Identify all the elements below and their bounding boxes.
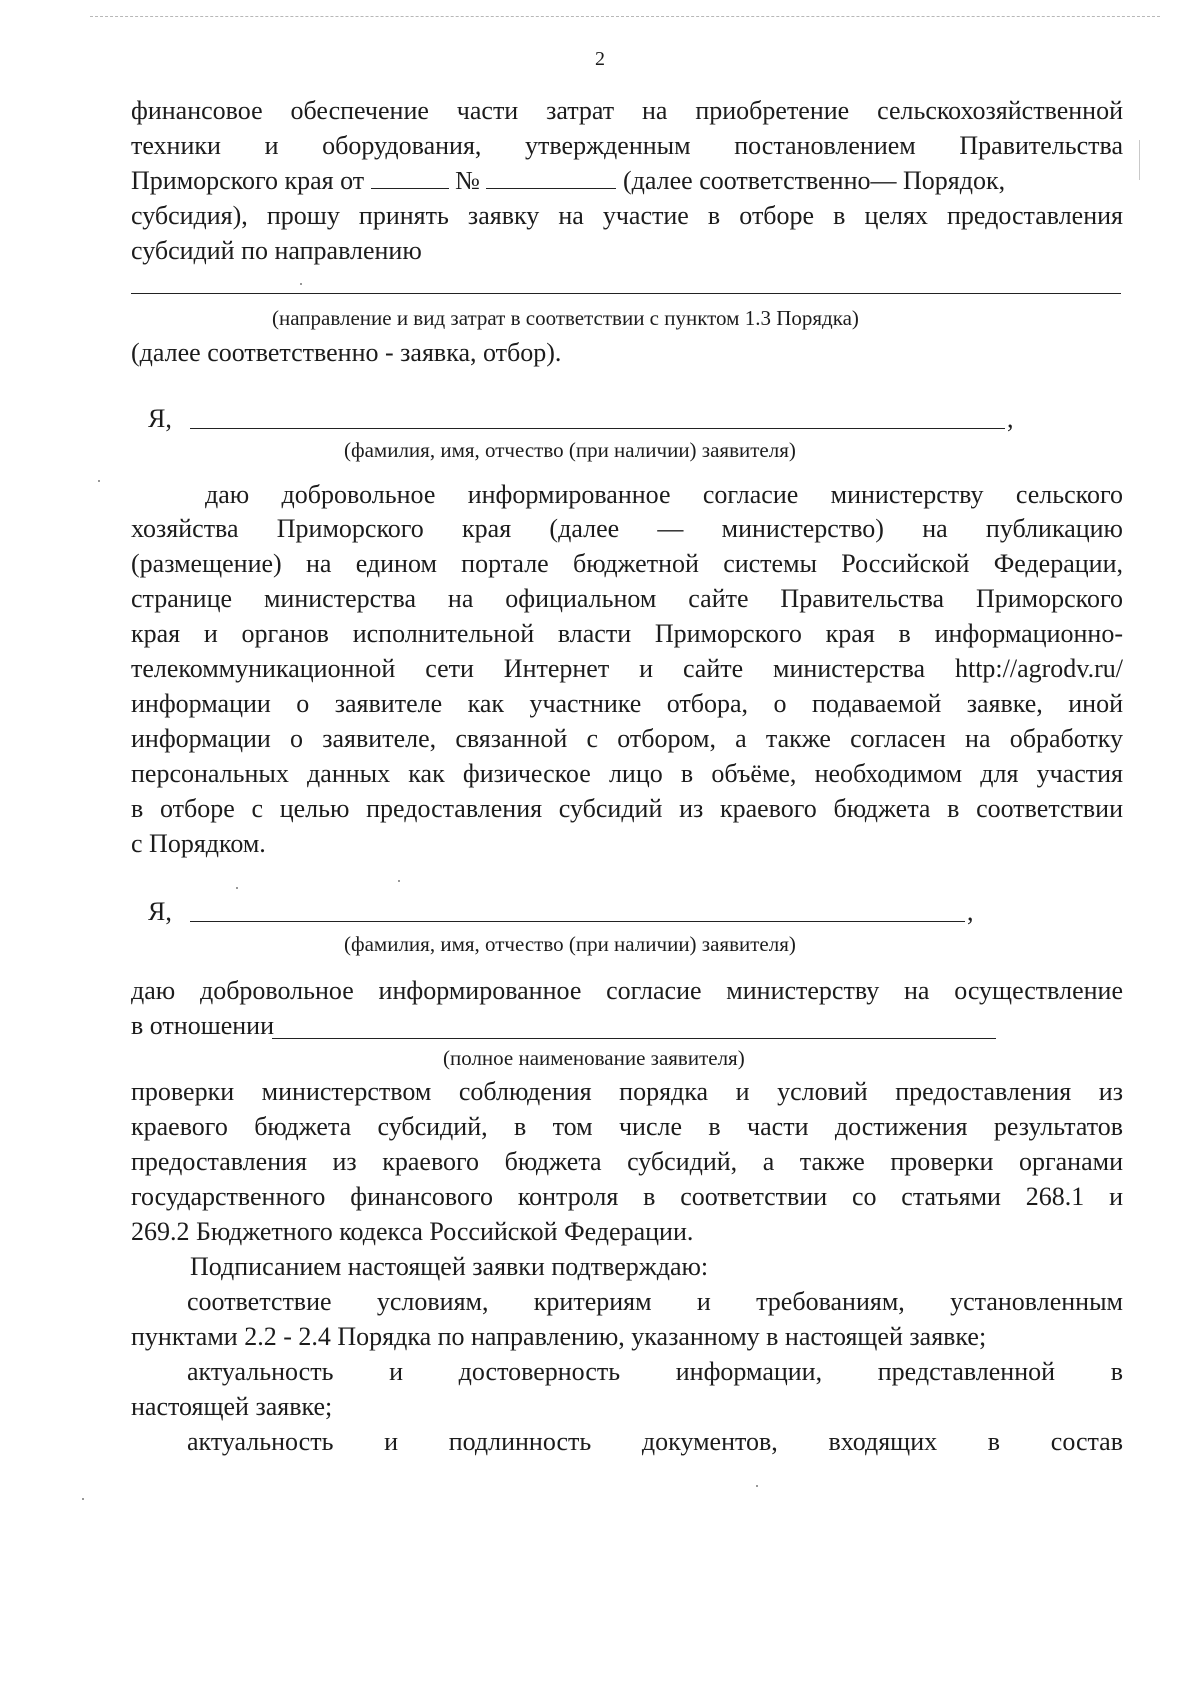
consent-line: (размещение) на едином портале бюджетной системы Российской Федерации, (131, 549, 1123, 578)
scan-speck (98, 480, 100, 482)
scan-speck (82, 1498, 84, 1500)
intro-line-prefix: Приморского края от (131, 166, 365, 195)
confirm-line: настоящей заявке; (131, 1392, 333, 1421)
confirm-line: актуальность и подлинность документов, входящих в состав (187, 1427, 1123, 1456)
confirm-line: пунктами 2.2 - 2.4 Порядка по направлению, указанному в настоящей заявке; (131, 1322, 987, 1351)
applicant-name-blank (190, 921, 965, 922)
consent-line: странице министерства на официальном сайте Правительства Приморского (131, 584, 1123, 613)
applicant-name-blank (190, 428, 1005, 429)
applicant-comma: , (967, 897, 974, 926)
consent-line: хозяйства Приморского края (далее — министерство) на публикацию (131, 514, 1123, 543)
consent-line: в отборе с целью предоставления субсидий из краевого бюджета в соответствии (131, 794, 1123, 823)
consent-line: информации о заявителе, связанной с отбором, а также согласен на обработку (131, 724, 1123, 753)
consent-line: персональных данных как физическое лицо в объёме, необходимом для участия (131, 759, 1123, 788)
confirm-line: соответствие условиям, критериям и требованиям, установленным (187, 1287, 1123, 1316)
consent-line: проверки министерством соблюдения порядка и условий предоставления из (131, 1077, 1123, 1106)
scan-edge-right (1139, 140, 1140, 180)
consent-line: 269.2 Бюджетного кодекса Российской Федерации. (131, 1217, 694, 1246)
intro-line-suffix: (далее соответственно— Порядок, (622, 166, 1006, 195)
consent-line-blank (131, 1011, 1123, 1041)
intro-line: субсидия), прошу принять заявку на участие в отборе в целях предоставления (131, 201, 1123, 230)
applicant-label: Я, (148, 897, 172, 926)
direction-blank-line (131, 293, 1121, 294)
scan-speck (398, 880, 400, 882)
consent-line: телекоммуникационной сети Интернет и сайте министерства http://agrodv.ru/ (131, 654, 1123, 683)
intro-line: субсидий по направлению (131, 236, 422, 265)
consent-line: государственного финансового контроля в соответствии со статьями 268.1 и (131, 1182, 1123, 1211)
applicant-fullname-caption: (полное наименование заявителя) (443, 1046, 745, 1070)
direction-after-text: (далее соответственно - заявка, отбор). (131, 338, 562, 367)
scan-speck (236, 887, 238, 889)
consent-line: с Порядком. (131, 829, 266, 858)
page-number: 2 (595, 48, 605, 70)
direction-caption: (направление и вид затрат в соответствии с пунктом 1.3 Порядка) (272, 306, 859, 330)
number-blank (486, 166, 616, 189)
consent-line: даю добровольное информированное согласие министерству сельского (205, 480, 1123, 509)
scan-speck (756, 1485, 758, 1487)
date-blank (371, 166, 449, 189)
applicant-label: Я, (148, 404, 172, 433)
consent-line: предоставления из краевого бюджета субсидий, а также проверки органами (131, 1147, 1123, 1176)
number-sign: № (455, 166, 480, 195)
applicant-comma: , (1007, 404, 1014, 433)
confirm-line: актуальность и достоверность информации, представленной в (187, 1357, 1123, 1386)
applicant-caption: (фамилия, имя, отчество (при наличии) заявителя) (344, 438, 796, 462)
scan-speck (300, 283, 302, 285)
consent-line: даю добровольное информированное согласие министерству на осуществление (131, 976, 1123, 1005)
confirm-heading: Подписанием настоящей заявки подтверждаю: (190, 1252, 709, 1281)
consent-line: края и органов исполнительной власти Приморского края в информационно- (131, 619, 1123, 648)
intro-line-blanks (131, 166, 1123, 196)
scan-edge-top (90, 16, 1160, 17)
consent-line: информации о заявителе как участнике отбора, о подаваемой заявке, иной (131, 689, 1123, 718)
intro-line: техники и оборудования, утвержденным постановлением Правительства (131, 131, 1123, 160)
applicant-fullname-blank (272, 1038, 996, 1039)
applicant-caption: (фамилия, имя, отчество (при наличии) заявителя) (344, 932, 796, 956)
consent-line: краевого бюджета субсидий, в том числе в части достижения результатов (131, 1112, 1123, 1141)
in-relation-prefix: в отношении (131, 1011, 275, 1040)
intro-line: финансовое обеспечение части затрат на приобретение сельскохозяйственной (131, 96, 1123, 125)
